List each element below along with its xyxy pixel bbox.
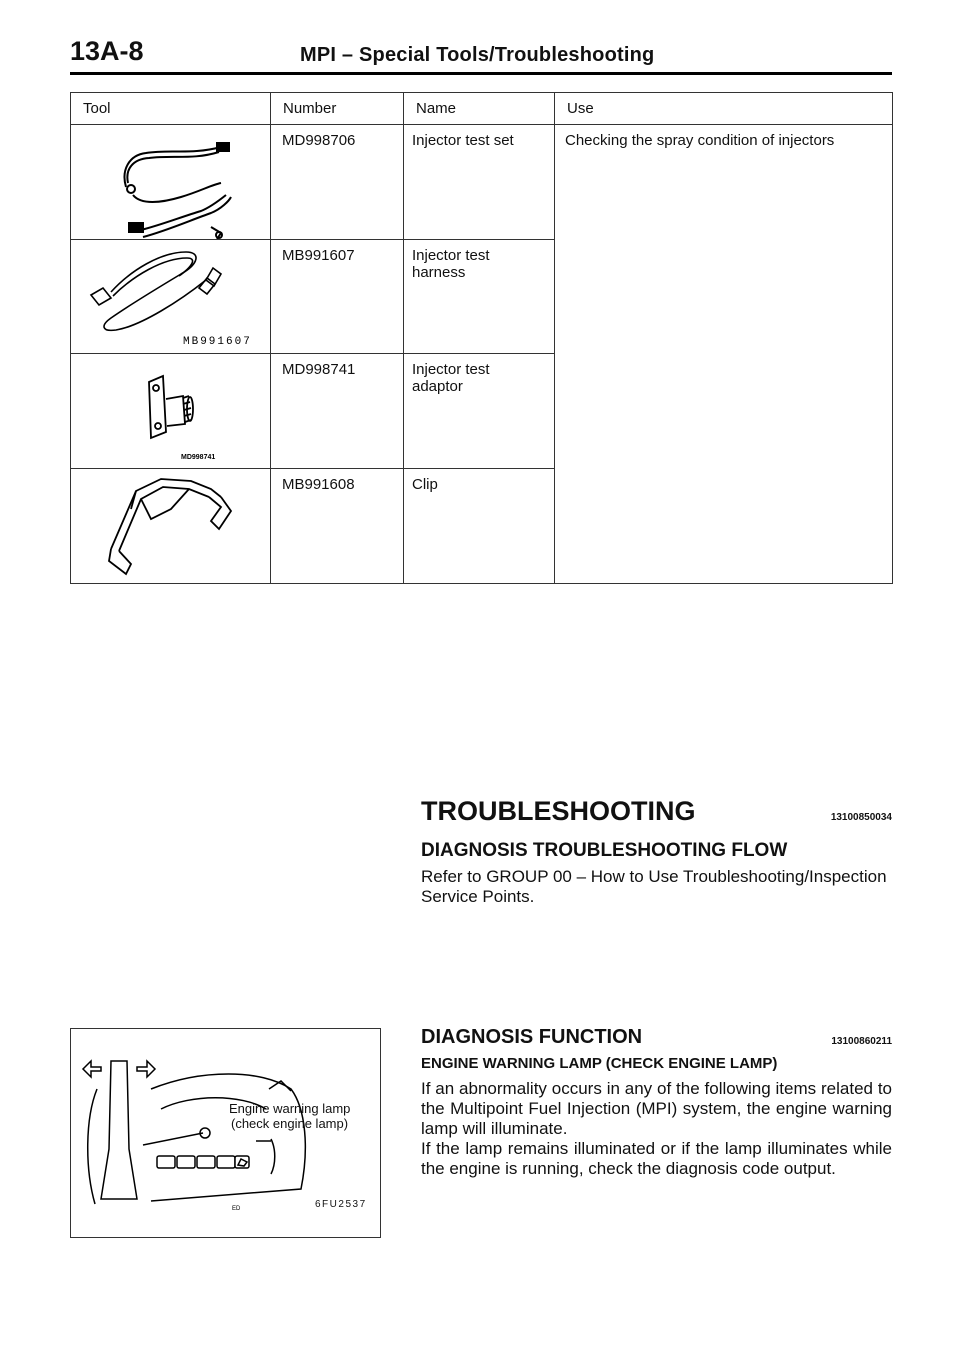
tool-name-line: adaptor <box>412 378 463 395</box>
tool-name <box>404 354 555 469</box>
troubleshooting-title: TROUBLESHOOTING <box>421 796 696 826</box>
tool-image-injector-test-harness <box>71 240 271 354</box>
diagnosis-function-title: DIAGNOSIS FUNCTION <box>421 1026 643 1048</box>
injector-test-set-illustration <box>71 125 271 239</box>
page-header-title: MPI – Special Tools/Troubleshooting <box>300 44 655 66</box>
body-paragraph: If the lamp remains illuminated or if the lamp illuminates while the engine is running, check the diagnosis code output. <box>421 1139 892 1178</box>
diagnosis-flow-heading: DIAGNOSIS TROUBLESHOOTING FLOW <box>421 840 788 861</box>
special-tools-table <box>70 92 893 584</box>
tool-name <box>404 240 555 354</box>
tool-image-clip <box>71 469 271 584</box>
figure-label-line: (check engine lamp) <box>231 1116 349 1131</box>
column-header-number: Number <box>271 93 404 125</box>
tool-name-line: harness <box>412 264 466 281</box>
tool-name-line: Clip <box>412 476 438 493</box>
engine-warning-lamp-heading: ENGINE WARNING LAMP (CHECK ENGINE LAMP) <box>421 1055 778 1072</box>
injector-test-adaptor-illustration <box>71 354 271 468</box>
column-header-name: Name <box>404 93 555 125</box>
page-number: 13A-8 <box>70 36 144 66</box>
tool-name-line: Injector test set <box>412 132 514 149</box>
column-header-use: Use <box>555 93 893 125</box>
diagnosis-function-text <box>421 1079 892 1179</box>
adaptor-image-label: MD998741 <box>181 454 216 461</box>
tool-name-line: Injector test <box>412 247 490 264</box>
table-row <box>71 125 893 240</box>
flow-text-line: Service Points. <box>421 887 535 906</box>
harness-image-label: MB991607 <box>183 336 252 348</box>
tool-image-injector-test-adaptor <box>71 354 271 469</box>
table-header-row <box>71 93 893 125</box>
diagnosis-flow-text <box>421 867 892 907</box>
header-rule <box>70 72 892 75</box>
tool-use: Checking the spray condition of injectors <box>555 125 893 584</box>
tool-name <box>404 469 555 584</box>
troubleshooting-code: 13100850034 <box>830 812 892 823</box>
left-turn-arrow-icon <box>83 1061 101 1077</box>
svg-text:ED: ED <box>232 1206 241 1212</box>
tool-number: MB991608 <box>271 469 404 584</box>
tool-number: MD998706 <box>271 125 404 240</box>
engine-warning-lamp-figure <box>70 1028 381 1238</box>
flow-text-line: Refer to GROUP 00 – How to Use Troubleshooting/Inspection <box>421 867 887 886</box>
tool-name <box>404 125 555 240</box>
figure-code: 6FU2537 <box>315 1199 367 1210</box>
column-header-tool: Tool <box>71 93 271 125</box>
diagnosis-function-code: 13100860211 <box>831 1036 892 1047</box>
right-turn-arrow-icon <box>137 1061 155 1077</box>
figure-label-line: Engine warning lamp <box>229 1101 351 1116</box>
clip-illustration <box>71 469 271 583</box>
tool-name-line: Injector test <box>412 361 490 378</box>
tool-image-injector-test-set <box>71 125 271 240</box>
tool-number: MB991607 <box>271 240 404 354</box>
body-paragraph: If an abnormality occurs in any of the following items related to the Multipoint Fuel Injection (MPI) system, the engine warning lamp will illuminate. <box>421 1079 892 1138</box>
tool-number: MD998741 <box>271 354 404 469</box>
injector-test-harness-illustration <box>71 240 271 353</box>
